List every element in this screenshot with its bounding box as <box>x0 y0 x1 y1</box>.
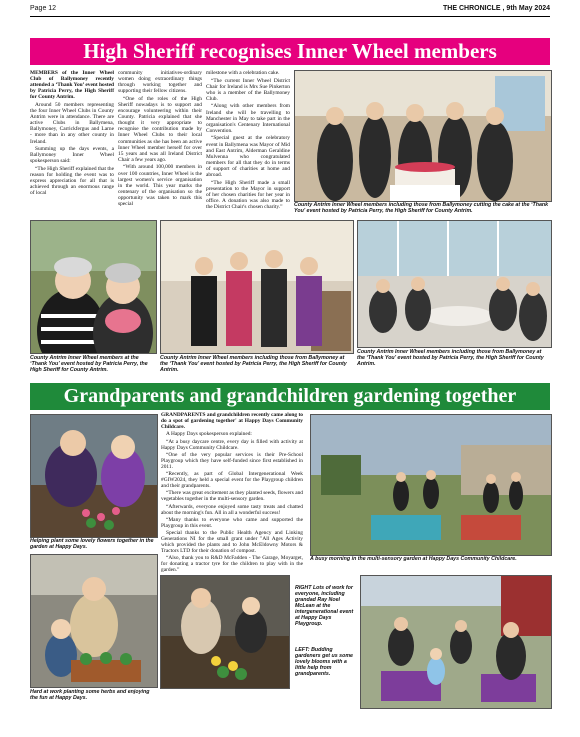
article1-para: milestone with a celebration cake. <box>206 70 280 76</box>
caption-busy-garden: A busy morning in the multi-sensory garden at Happy Days Community Childcare. <box>310 556 517 562</box>
photo-budding-gardeners <box>160 575 290 689</box>
article1-column-1 <box>30 70 114 198</box>
article1-para: “Special guest at the celebratory event in Ballymena was Mayor of Mid and East Antrim, Alderman Geraldine Mulvenna who congratulated members for all that they do in terms of support of charities at home and abroad. <box>206 135 290 178</box>
article2-para: “One of the very popular services is their Pre-School Playgroup which they have self-funded since first established in 2011. <box>161 451 303 470</box>
article1-lead: MEMBERS of the Inner Wheel Club of Ballymoney recently attended a ‘Thank You’ event hosted by Patricia Perry, the High Sheriff for County Antrim. <box>30 70 115 101</box>
article1-para: “Along with other members from Ireland she will be travelling to Manchester in May to take part in the organisation's Centenary International Convention. <box>206 103 290 134</box>
article1-column-3 <box>206 70 290 212</box>
article2-headline: Grandparents and grandchildren gardening together <box>30 383 550 410</box>
photo-helping-plant <box>30 414 158 538</box>
photo-members-group <box>160 220 354 354</box>
article2-lead: GRANDPARENTS and grandchildren recently came along to do a spot of gardening together' at Happy Days Community Childcare. <box>161 412 303 430</box>
caption-members-seated: County Antrim Inner Wheel members including those from Ballymoney at the ‘Thank You’ event hosted by Patricia Perry, the High Sheriff for County Antrim. <box>357 349 544 367</box>
article2-para: “Recently, as part of Global Intergenerational Week #GIW2024, they held a special event for the Playgroup children and their grandparents. <box>161 471 303 489</box>
photo-busy-garden <box>310 414 552 556</box>
caption-right-lots-of-work: RIGHT Lots of work for everyone, including grandad Ray Noel McLean at the intergenerational event at Happy Days Playgroup. <box>295 585 354 627</box>
caption-left-budding: LEFT: Budding gardeners get us some lovely blooms with a little help from grandparents. <box>295 647 353 677</box>
article1-para: Around 50 members representing the four Inner Wheel Clubs in County Antrim were in attendance. There are active Clubs in Ballymena, Ballymoney, Carrickfergus and Larne - more than in any other county in Ireland. <box>30 101 114 145</box>
photo-two-members <box>30 220 157 354</box>
article2-para: Special thanks to the Public Health Agency and Linking Generations NI for the small grant under "All Ages Activity which provided the plants and to John McEldowny Motors & Tractors LTD for their donation of compost. <box>161 530 303 555</box>
article1-para: “The current Inner Wheel District Chair for Ireland is Mrs Sue Pinkerton who is a member of the Ballymoney Club. <box>206 77 290 102</box>
caption-helping-plant: Helping plant some lovely flowers together in the garden at Happy Days. <box>30 538 154 550</box>
article1-para: “The High Sheriff made a small presentation to the Mayor in support of her chosen charities for her year in office. A donation was also made to the District Chair's chosen charity.” <box>206 179 290 210</box>
article2-para: “Many thanks to everyone who came and supported the Playgroup in this event. <box>161 517 303 529</box>
page-number: Page 12 <box>30 5 57 12</box>
article2-para: A Happy Days spokesperson explained: <box>166 431 252 438</box>
photo-hard-at-work <box>30 554 158 688</box>
article1-para: “With around 100,000 members in over 100 countries, Inner Wheel is the largest women's service organisation in the world. This year marks the centenary of the organisation so the opportunity was taken to mark this special <box>118 164 202 207</box>
caption-members-group: County Antrim Inner Wheel members including those from Ballymoney at the ‘Thank You’ event hosted by Patricia Perry, the High Sheriff for County Antrim. <box>160 355 347 373</box>
article1-headline: High Sheriff recognises Inner Wheel members <box>30 38 550 65</box>
article1-para: “The High Sheriff explained that the reason for holding the event was to express appreciation for all that is achieved through an enormous range of local <box>30 165 114 197</box>
article2-para: “At a busy daycare centre, every day is filled with activity at Happy Days Community Childcare. <box>161 438 303 451</box>
caption-cake-cutting: County Antrim Inner Wheel members including those from Ballymoney cutting the cake at the ‘Thank You’ event hosted by Patricia Perry, the High Sheriff for County Antrim. <box>294 202 549 214</box>
caption-hard-at-work: Hard at work planting some herbs and enjoying the fun at Happy Days. <box>30 689 150 701</box>
article1-para: Summing up the days events, a Ballymoney Inner Wheel spokesperson said: <box>30 146 114 165</box>
photo-members-seated <box>357 220 552 348</box>
article2-body <box>161 413 303 576</box>
photo-grandad-working <box>360 575 552 709</box>
article2-para: “There was great excitement as they planted seeds, flowers and vegetables together in the multi-sensory garden. <box>161 490 303 503</box>
photo-cake-cutting <box>294 70 552 202</box>
page-header <box>30 4 550 17</box>
article2-para: “Afterwards, everyone enjoyed some tasty treats and chatted about the morning's fun. All in all a wonderful success! <box>161 503 303 516</box>
article2-para: “Also, thank you to R&D McFadden - The Garage, Moyarget, for donating a tractor tyre for the children to play with in the garden.” <box>161 555 303 574</box>
article1-para: “One of the roles of the High Sheriff nowadays is to support and encourage volunteering within their County. Patricia explained that she thought it very appropriate to recognise the contribution made by Inner Wheel Clubs to their local communities as she has been an active Inner Wheel member herself for over 15 years and was all Ireland District Chair a few years ago. <box>118 95 202 163</box>
article1-para: community initiatives-ordinary women doing extraordinary things through working together and supporting their fellow citizens. <box>118 70 202 95</box>
article1-column-2 <box>118 70 202 209</box>
caption-two-members: County Antrim Inner Wheel members at the ‘Thank You’ event hosted by Patricia Perry, the High Sheriff for County Antrim. <box>30 355 148 373</box>
publication-dateline: THE CHRONICLE , 9th May 2024 <box>443 5 550 12</box>
